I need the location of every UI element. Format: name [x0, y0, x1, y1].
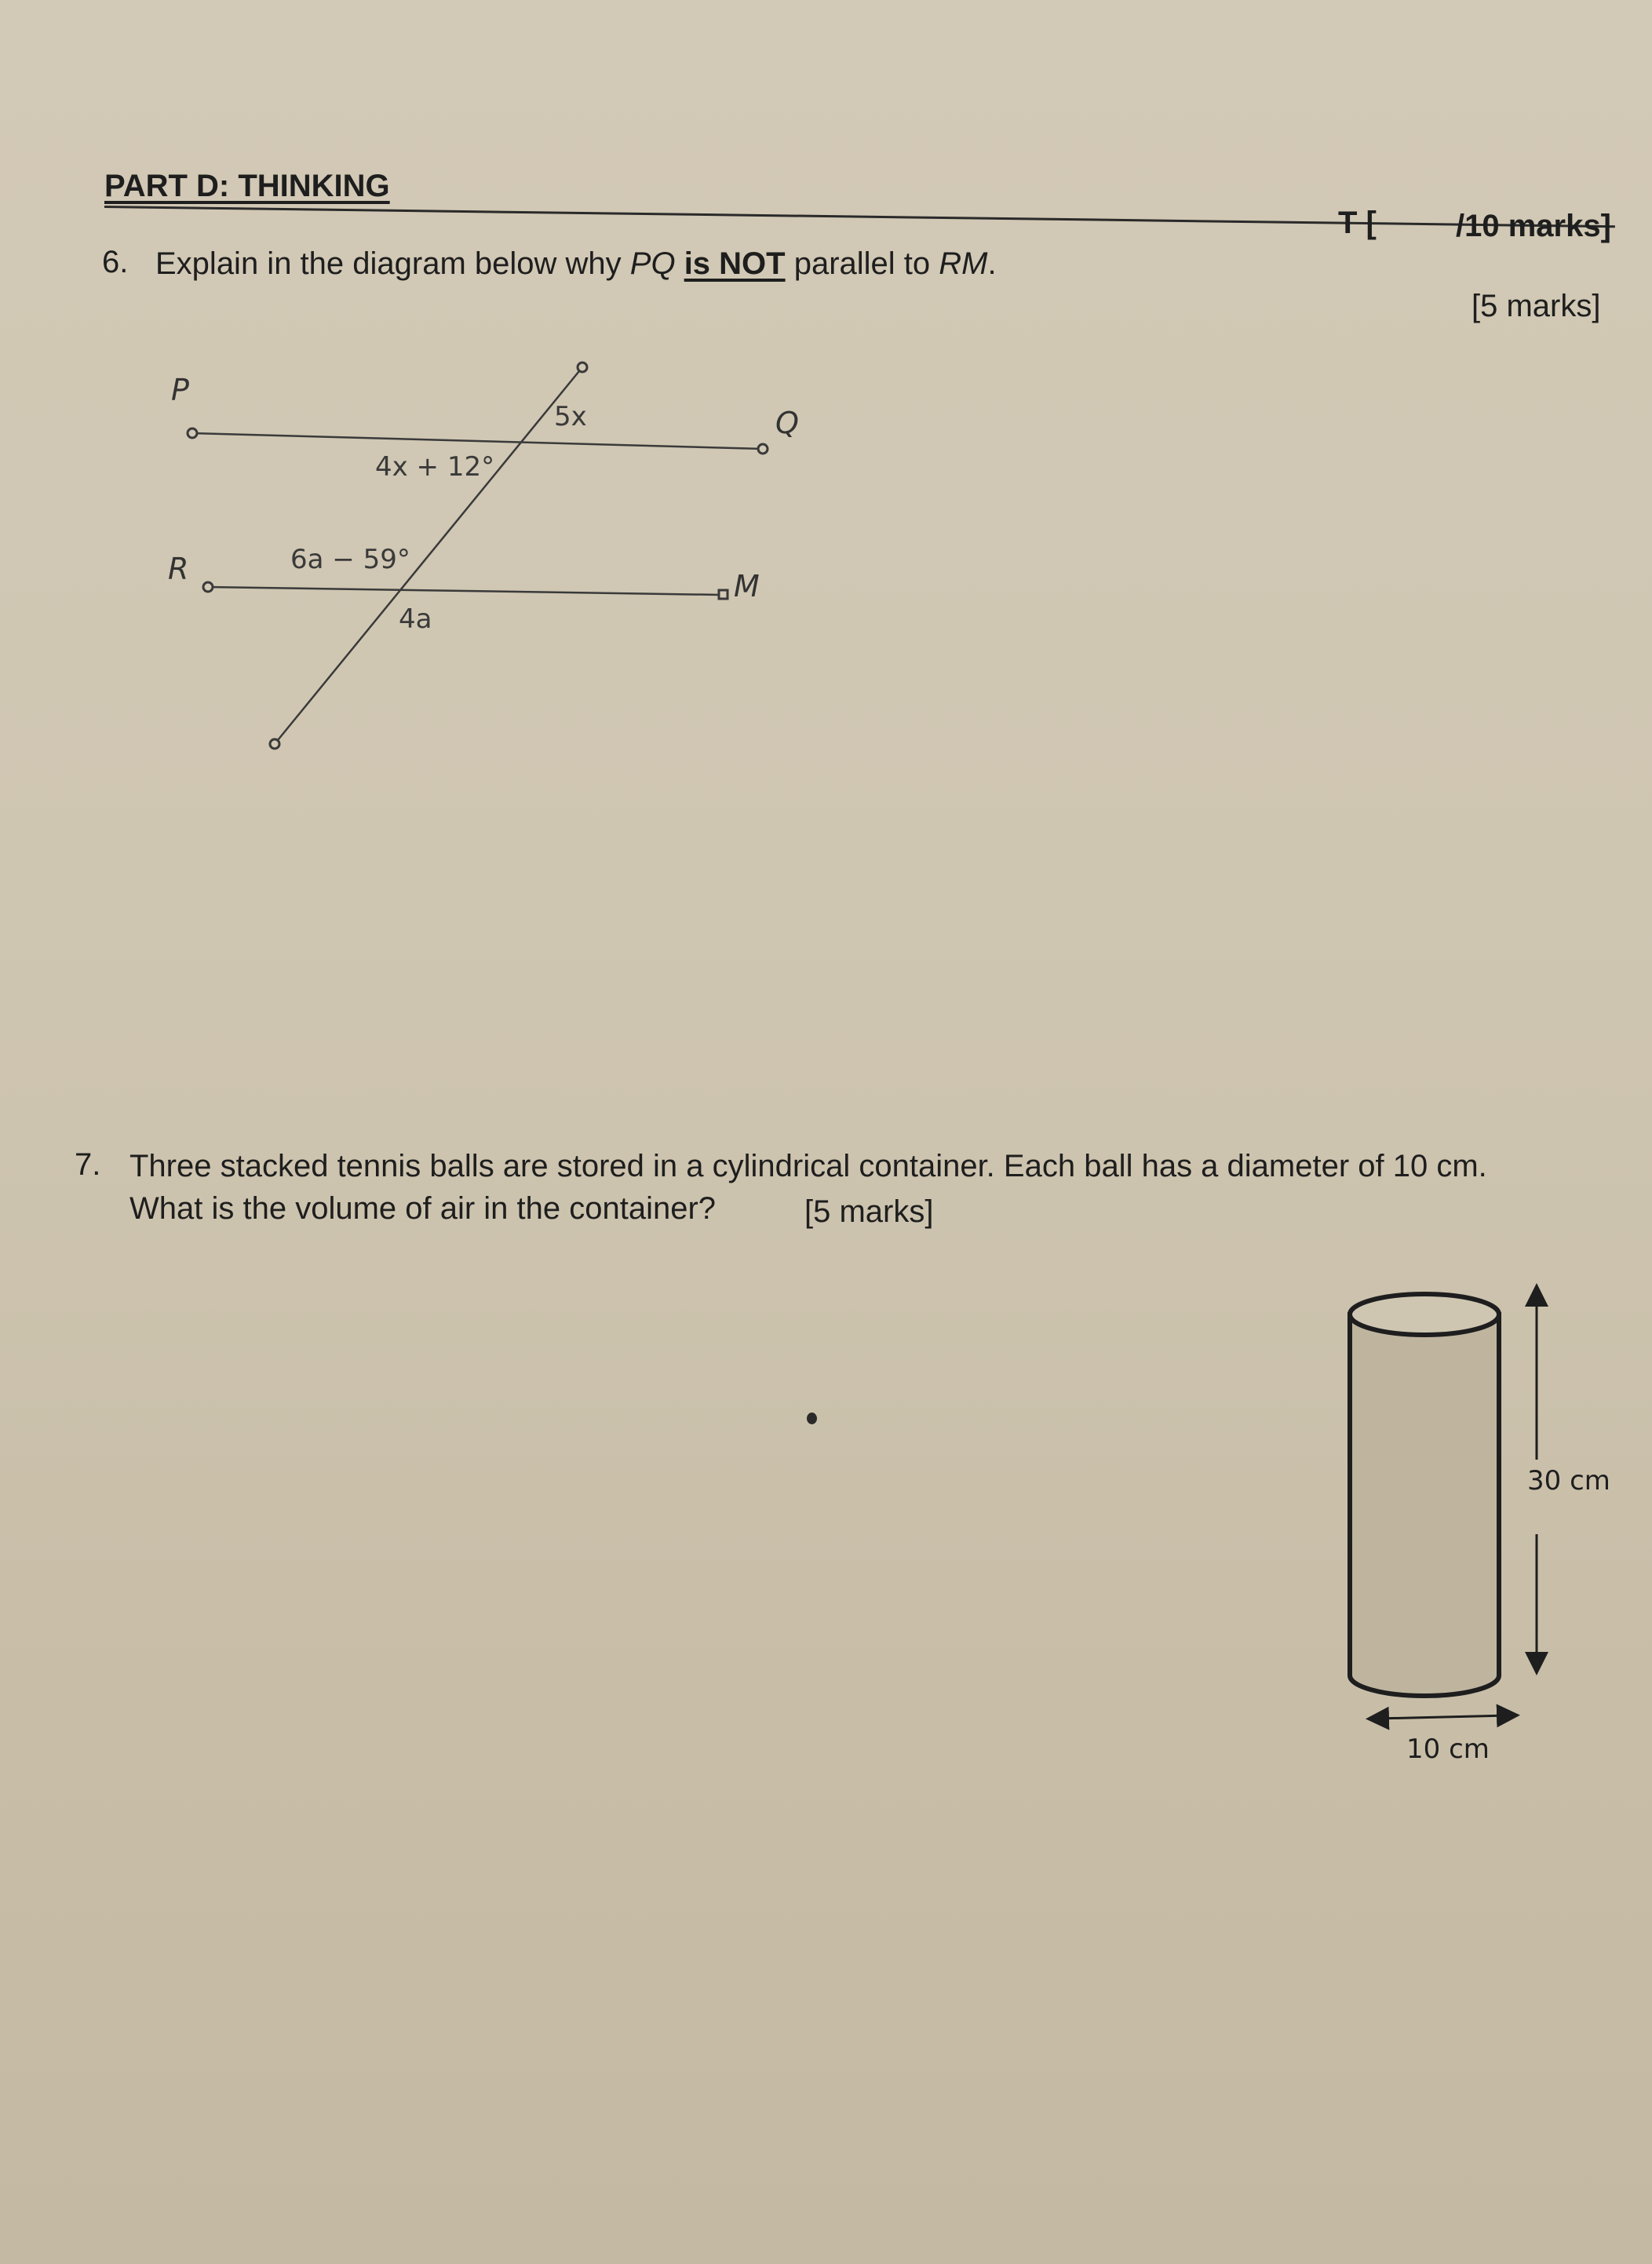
endpoint-m-marker	[719, 590, 728, 599]
q6-emphasis: is NOT	[684, 246, 786, 281]
q6-text-middle: parallel to	[785, 246, 939, 281]
endpoint-r-marker	[203, 582, 213, 592]
endpoint-p-marker	[188, 428, 197, 438]
score-total: /10 marks]	[1456, 209, 1611, 243]
angle-4a: 4a	[399, 603, 432, 635]
height-label: 30 cm	[1527, 1465, 1610, 1497]
q6-rm: RM	[939, 246, 988, 281]
label-p: P	[171, 373, 189, 407]
label-r: R	[168, 552, 189, 586]
width-arrow	[1377, 1715, 1508, 1719]
question-7-line-2: What is the volume of air in the container?	[129, 1191, 717, 1226]
angle-5x: 5x	[554, 401, 587, 432]
cylinder-top	[1350, 1294, 1499, 1335]
label-q: Q	[775, 406, 799, 440]
q6-pq: PQ	[629, 246, 676, 281]
angle-4x-plus-12: 4x + 12°	[375, 451, 495, 483]
part-title: PART D: THINKING	[104, 169, 390, 203]
q6-text-before: Explain in the diagram below why	[155, 246, 630, 281]
endpoint-q-marker	[758, 444, 768, 454]
question-7-number: 7.	[75, 1147, 101, 1182]
angle-6a-minus-59: 6a − 59°	[290, 544, 410, 575]
line-pq	[192, 433, 763, 449]
question-6-marks: [5 marks]	[1471, 289, 1601, 323]
cylinder-body	[1350, 1314, 1499, 1696]
question-7-marks: [5 marks]	[804, 1194, 934, 1229]
q6-text-end: .	[987, 246, 997, 281]
line-rm	[208, 587, 720, 595]
score-box-label: T [	[1338, 206, 1377, 240]
question-7-line-1: Three stacked tennis balls are stored in a cylindrical container. Each ball has a diameter of 10 cm.	[129, 1149, 1487, 1183]
transversal-top-marker	[578, 363, 587, 372]
question-6-number: 6.	[102, 245, 129, 279]
label-m: M	[734, 569, 760, 603]
transversal-bottom-marker	[270, 739, 279, 749]
width-label: 10 cm	[1406, 1734, 1490, 1765]
parallel-lines-diagram	[0, 0, 863, 785]
cylinder-diagram	[1295, 1256, 1648, 1805]
ink-dot	[807, 1413, 817, 1424]
